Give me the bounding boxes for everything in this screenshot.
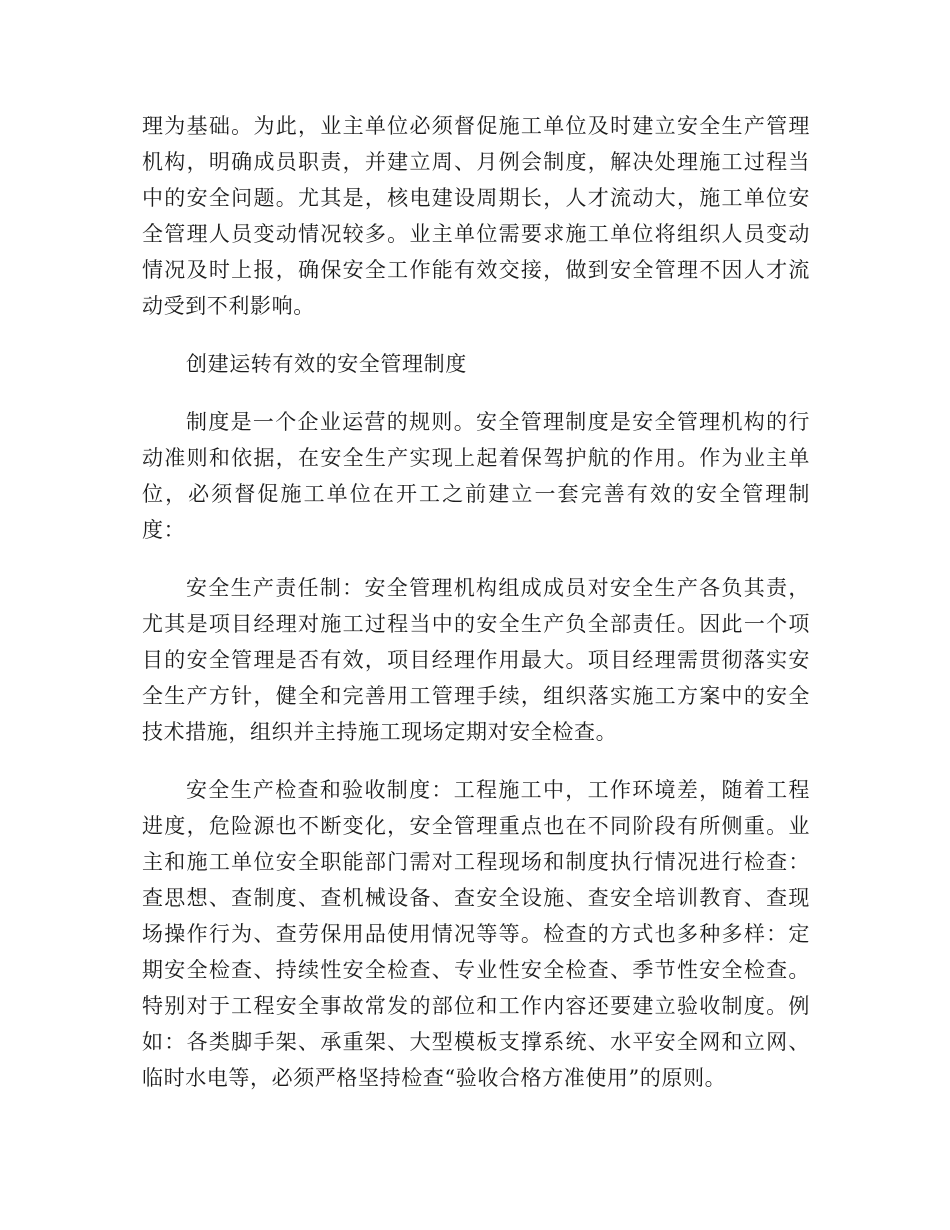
paragraph-responsibility-system: 安全生产责任制：安全管理机构组成成员对安全生产各负其责，尤其是项目经理对施工过程当中的安全生产负全部责任。因此一个项目的安全管理是否有效，项目经理作用最大。项目经理需贯彻落实安全生产方针，健全和完善用工管理手续，组织落实施工方案中的安全技术措施，组织并主持施工现场定期对安全检查。 (142, 576, 810, 744)
paragraph-system-intro: 制度是一个企业运营的规则。安全管理制度是安全管理机构的行动准则和依据，在安全生产实现上起着保驾护航的作用。作为业主单位，必须督促施工单位在开工之前建立一套完善有效的安全管理制度： (142, 410, 810, 542)
section-heading: 创建运转有效的安全管理制度 (186, 352, 467, 376)
document-body (142, 108, 810, 1118)
paragraph-inspection-system: 安全生产检查和验收制度：工程施工中，工作环境差，随着工程进度，危险源也不断变化，安全管理重点也在不同阶段有所侧重。业主和施工单位安全职能部门需对工程现场和制度执行情况进行检查：查思想、查制度、查机械设备、查安全设施、查安全培训教育、查现场操作行为、查劳保用品使用情况等等。检查的方式也多种多样：定期安全检查、持续性安全检查、专业性安全检查、季节性安全检查。特别对于工程安全事故常发的部位和工作内容还要建立验收制度。例如：各类脚手架、承重架、大型模板支撑系统、水平安全网和立网、临时水电等，必须严格坚持检查“验收合格方准使用”的原则。 (142, 778, 810, 1090)
paragraph-continuation: 理为基础。为此，业主单位必须督促施工单位及时建立安全生产管理机构，明确成员职责，并建立周、月例会制度，解决处理施工过程当中的安全问题。尤其是，核电建设周期长，人才流动大，施工单位安全管理人员变动情况较多。业主单位需要求施工单位将组织人员变动情况及时上报，确保安全工作能有效交接，做到安全管理不因人才流动受到不利影响。 (142, 114, 810, 318)
